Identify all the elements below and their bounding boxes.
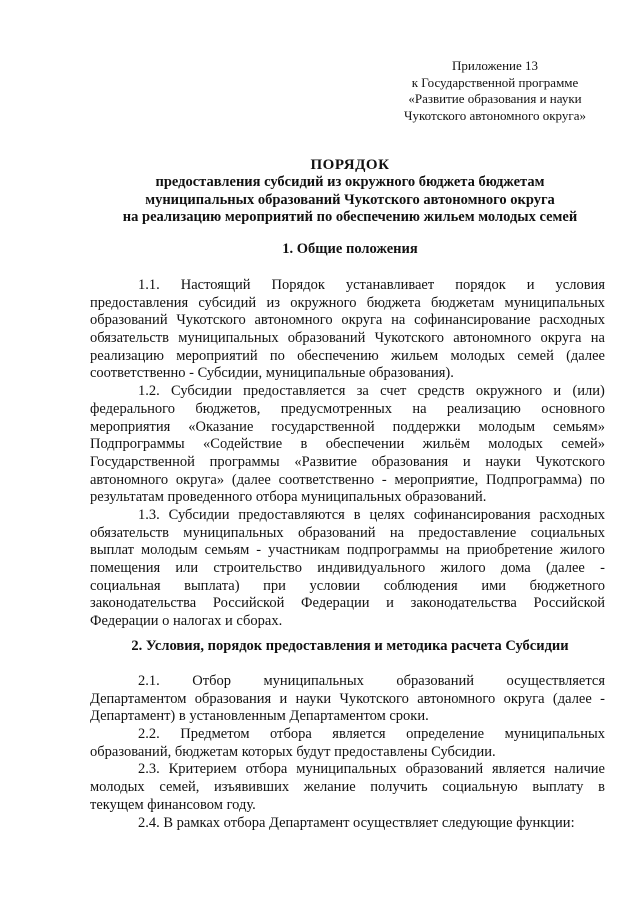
text-line: мероприятия «Оказание государственной поддержки молодым семьям» [90,418,605,435]
section-1-body [90,277,605,631]
title-line: муниципальных образований Чукотского автономного округа [145,191,555,208]
text-line: социальная выплата) при условии соблюдения ими бюджетного [90,577,605,594]
text-line: законодательства Российской Федерации и законодательства Российской [90,595,605,612]
text-line: 1.3. Субсидии предоставляются в целях софинансирования расходных [138,506,605,523]
appendix-line: Чукотского автономного округа» [404,107,586,123]
text-line: 2.2. Предметом отбора является определение муниципальных [138,726,605,743]
text-line: 2.1. Отбор муниципальных образований осуществляется [138,673,605,689]
section-2-heading: 2. Условия, порядок предоставления и методика расчета Субсидии [131,638,569,654]
appendix-line: «Развитие образования и науки [408,91,582,106]
text-line: 2.3. Критерием отбора муниципальных образований является наличие [138,761,605,778]
text-line: Департаментом образования и науки Чукотского автономного округа (далее - [90,690,605,707]
text-line: результатам проведенного отбора муниципальных образований. [90,489,487,506]
text-line: 2.4. В рамках отбора Департамент осуществляет следующие функции: [138,814,575,831]
section-2-body [90,673,605,832]
text-line: обязательств муниципальных образований Чукотского автономного округа на [90,330,605,347]
text-line: обязательств муниципальных образований на предоставление социальных [90,524,605,541]
text-line: помещения или строительство индивидуального жилого дома (далее - [90,560,605,576]
appendix-line: Приложение 13 [451,58,539,73]
text-line: образований Чукотского автономного округа на софинансирование расходных [90,312,605,329]
text-line: 1.1. Настоящий Порядок устанавливает порядок и условия [138,277,605,293]
title-line: на реализацию мероприятий по обеспечению жильем молодых семей [122,209,578,225]
text-line: Подпрограммы «Содействие в обеспечении жильём молодых семей» [90,436,605,453]
text-line: образований, бюджетам которых будут предоставлены Субсидии. [90,743,496,760]
document-title [60,156,640,227]
text-line: реализацию мероприятий по обеспечению жильем молодых семей (далее [90,347,605,364]
title-main: ПОРЯДОК [310,157,390,173]
text-line: Департамент) в установленным Департаментом сроки. [90,708,429,725]
text-line: автономного округа» (далее соответственно - мероприятие, Подпрограмма) по [90,471,605,488]
appendix-line: к Государственной программе [411,74,579,90]
text-line: Государственной программы «Развитие образования и науки Чукотского [90,453,605,470]
text-line: текущем финансовом году. [90,796,256,813]
section-1-heading: 1. Общие положения [282,241,418,257]
appendix-note [345,58,640,124]
text-line: 1.2. Субсидии предоставляется за счет средств окружного и (или) [138,383,605,400]
text-line: предоставления субсидий из окружного бюджета бюджетам муниципальных [90,294,605,311]
text-line: выплат молодым семьям - участникам подпрограммы на приобретение жилого [90,542,605,559]
text-line: соответственно - Субсидии, муниципальные образования). [90,365,454,382]
text-line: молодых семей, изъявивших желание получить социальную выплату в [90,779,605,796]
text-line: федерального бюджетов, предусмотренных на реализацию основного [90,400,605,417]
text-line: Федерации о налогах и сборах. [90,613,283,630]
title-line: предоставления субсидий из окружного бюджета бюджетам [155,174,545,190]
